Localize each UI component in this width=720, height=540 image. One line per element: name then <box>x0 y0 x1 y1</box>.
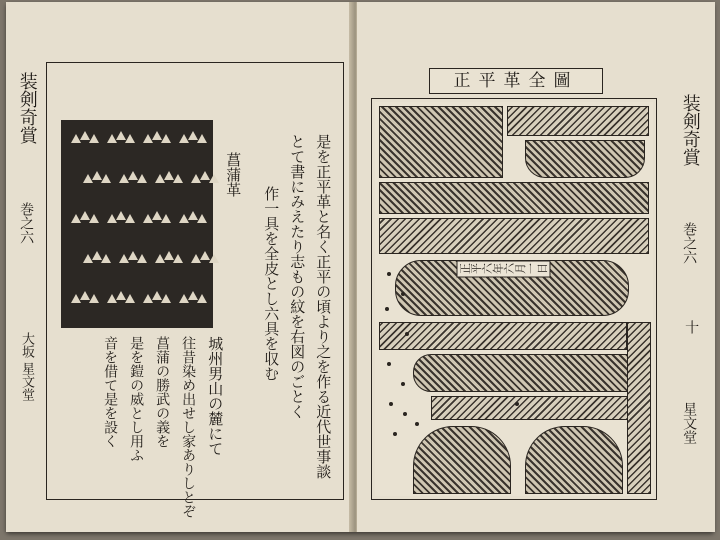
swatch-motif <box>137 174 147 183</box>
rivet-dot <box>401 292 405 296</box>
swatch-motif <box>161 294 171 303</box>
pattern-panel <box>507 106 649 136</box>
pattern-panel <box>379 218 649 254</box>
pattern-panel <box>627 322 651 494</box>
rivet-dot <box>393 432 397 436</box>
text-col-2: とて書にみえたり志もの紋を右図のごとく <box>288 134 307 419</box>
text-col-8: 音を借て是を設く <box>102 336 119 448</box>
swatch-motif <box>89 134 99 143</box>
pattern-panel <box>379 182 649 214</box>
left-margin-imprint: 大坂 星文堂 <box>18 332 34 402</box>
swatch-motif <box>101 254 111 263</box>
rivet-dot <box>389 402 393 406</box>
swatch-motif <box>197 294 207 303</box>
swatch-caption: 菖蒲革 <box>224 152 243 197</box>
rivet-dot <box>405 332 409 336</box>
left-margin-sub: 巻之六 <box>18 202 35 244</box>
right-margin-sub: 巻之六 <box>681 222 698 264</box>
right-page <box>356 2 715 532</box>
swatch-motif <box>209 254 219 263</box>
swatch-motif <box>173 254 183 263</box>
swatch-motif <box>161 134 171 143</box>
swatch-motif <box>137 254 147 263</box>
swatch-motif <box>197 214 207 223</box>
pattern-panel <box>379 322 627 350</box>
text-col-1: 是を正平革と名く正平の頃より之を作る近代世事談 <box>314 134 333 479</box>
open-book <box>6 2 714 532</box>
swatch-motif <box>89 294 99 303</box>
pattern-panel <box>525 140 645 178</box>
rivet-dot <box>387 272 391 276</box>
pattern-panel <box>413 426 511 494</box>
diagram-title: 正平革全圖 <box>429 68 603 94</box>
swatch-motif <box>197 134 207 143</box>
inner-inscription: 正平六年六月一日 <box>457 261 551 278</box>
swatch-motif <box>89 214 99 223</box>
pattern-panel <box>413 354 629 392</box>
text-col-3: 作一具を全皮とし六具を収む <box>262 186 281 381</box>
pattern-panel <box>525 426 623 494</box>
swatch-motif <box>209 174 219 183</box>
left-margin-title: 装剣奇賞 <box>16 72 38 144</box>
text-col-4: 城州男山の麓にて <box>206 336 225 456</box>
leather-swatch-image <box>61 120 213 328</box>
swatch-motif <box>173 174 183 183</box>
swatch-motif <box>125 294 135 303</box>
swatch-motif <box>101 174 111 183</box>
swatch-motif <box>125 214 135 223</box>
swatch-motif <box>161 214 171 223</box>
left-page <box>6 2 353 532</box>
rivet-dot <box>387 362 391 366</box>
right-margin-title: 装剣奇賞 <box>679 94 701 166</box>
swatch-motif <box>125 134 135 143</box>
text-col-6: 菖蒲の勝武の義を <box>154 336 171 448</box>
rivet-dot <box>403 412 407 416</box>
right-folio: 十 <box>683 320 700 334</box>
text-col-7: 是を鎧の威とし用ふ <box>128 336 145 462</box>
rivet-dot <box>515 402 519 406</box>
rivet-dot <box>415 422 419 426</box>
pattern-panel <box>431 396 629 420</box>
right-margin-imprint: 星文堂 <box>681 402 698 444</box>
text-col-5: 往昔染め出せし家ありしとぞ <box>180 336 197 518</box>
pattern-panel <box>379 106 503 178</box>
leather-pattern-diagram <box>375 102 653 496</box>
rivet-dot <box>385 307 389 311</box>
rivet-dot <box>401 382 405 386</box>
